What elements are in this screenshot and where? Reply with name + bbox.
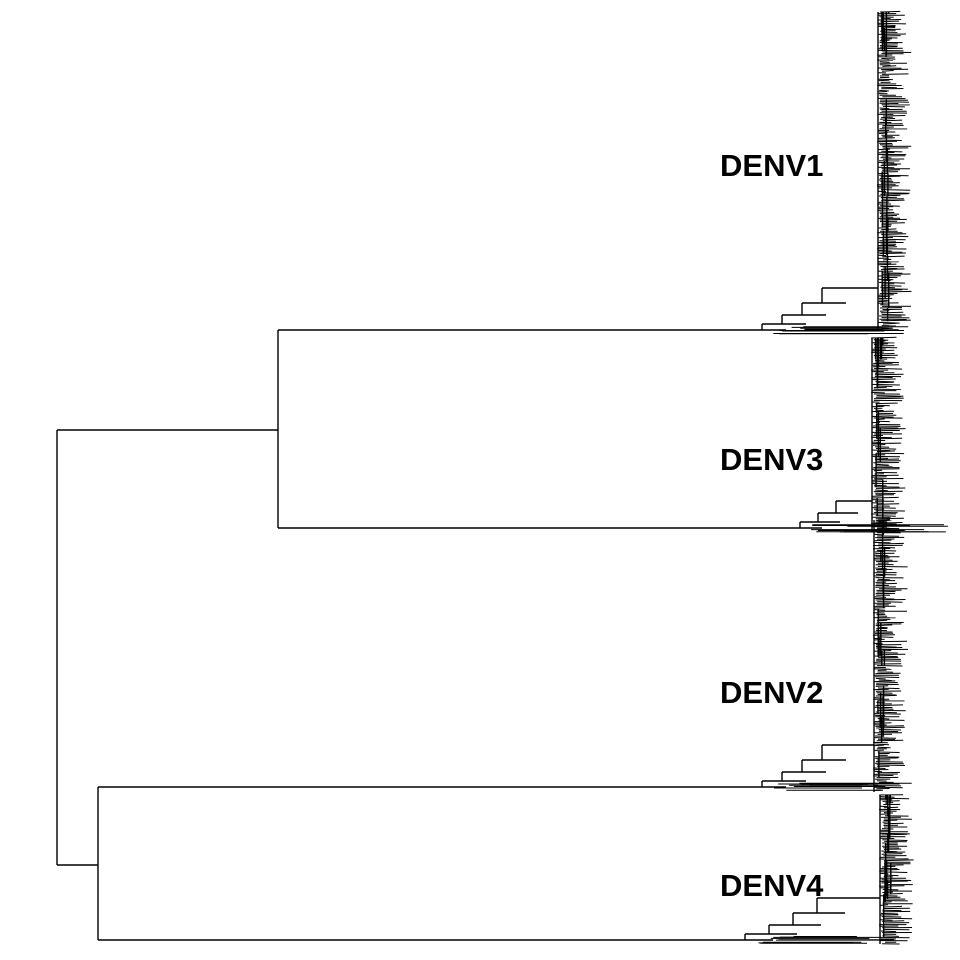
leaf-branch	[879, 547, 895, 548]
leaf-branch	[871, 378, 892, 379]
leaf-branch	[882, 256, 904, 257]
leaf-branch	[878, 162, 895, 163]
leaf-branch	[882, 921, 904, 922]
leaf-branch	[875, 677, 899, 678]
leaf-branch	[880, 108, 890, 109]
leaf-branch	[876, 762, 903, 763]
leaf-branch	[884, 823, 904, 824]
leaf-branch	[876, 419, 885, 420]
leaf-branch	[880, 219, 907, 220]
leaf-branch	[871, 497, 898, 498]
leaf-branch	[883, 918, 912, 919]
leaf-branch	[873, 416, 894, 417]
leaf-branch	[880, 11, 900, 12]
leaf-branch	[879, 90, 889, 91]
clade-label-denv4: DENV4	[720, 868, 824, 903]
leaf-branch	[874, 698, 884, 699]
leaf-branch	[882, 291, 912, 292]
leaf-branch	[873, 775, 893, 776]
leaf-branch	[878, 520, 890, 521]
leaf-branch	[880, 798, 909, 799]
leaf-branch	[875, 459, 899, 460]
leaf-branch	[872, 508, 896, 509]
leaf-branch	[871, 477, 887, 478]
leaf-branch	[874, 656, 898, 657]
leaf-branch	[881, 87, 897, 88]
leaf-branch	[872, 496, 882, 497]
leaf-branch	[874, 771, 882, 772]
leaf-branch	[873, 443, 902, 444]
leaf-branch	[881, 312, 903, 313]
leaf-branch	[875, 526, 887, 527]
leaf-branch	[872, 481, 887, 482]
leaf-branch	[878, 80, 890, 81]
tree-backbone	[57, 330, 800, 940]
leaf-branch	[871, 337, 896, 338]
leaf-branch	[882, 71, 894, 72]
leaf-branch	[881, 320, 911, 321]
leaf-branch	[881, 190, 910, 191]
leaf-branch	[876, 382, 893, 383]
leaf-branch	[878, 207, 894, 208]
leaf-branch	[881, 286, 901, 287]
leaf-branch	[878, 688, 900, 689]
leaf-branch	[877, 765, 905, 766]
leaf-branch	[881, 229, 896, 230]
leaf-branch	[875, 744, 889, 745]
leaf-branch	[876, 705, 904, 706]
leaf-branch	[880, 62, 890, 63]
leaf-branch	[883, 323, 897, 324]
leaf-branch	[878, 167, 894, 168]
leaf-branch	[874, 523, 902, 524]
leaf-branch	[875, 374, 904, 375]
leaf-branch	[875, 490, 888, 491]
leaf-branch	[881, 176, 901, 177]
leaf-branch	[881, 834, 907, 835]
leaf-branch	[882, 854, 903, 855]
leaf-branch	[874, 651, 891, 652]
leaf-branch	[881, 851, 897, 852]
leaf-branch	[874, 681, 895, 682]
leaf-branch	[880, 102, 909, 103]
leaf-branch	[878, 149, 891, 150]
leaf-branch	[880, 870, 900, 871]
clade-denv2-subtree	[762, 520, 912, 793]
leaf-branch	[872, 480, 884, 481]
leaf-branch	[883, 199, 904, 200]
leaf-branch	[876, 712, 897, 713]
leaf-branch	[871, 406, 884, 407]
leaf-branch	[882, 66, 896, 67]
leaf-branch	[878, 747, 891, 748]
leaf-branch	[876, 695, 897, 696]
leaf-branch	[881, 200, 905, 201]
leaf-branch	[877, 415, 897, 416]
leaf-branch	[874, 398, 904, 399]
leaf-branch	[878, 92, 888, 93]
leaf-branch	[875, 597, 886, 598]
leaf-branch	[882, 840, 907, 841]
leaf-branch	[875, 447, 889, 448]
leaf-branch	[876, 678, 886, 679]
leaf-branch	[879, 872, 907, 873]
leaf-branch	[876, 686, 889, 687]
leaf-branch	[877, 504, 900, 505]
leaf-branch	[877, 396, 904, 397]
leaf-branch	[884, 807, 898, 808]
leaf-branch	[876, 403, 898, 404]
leaf-branch	[876, 683, 898, 684]
leaf-branch	[876, 583, 897, 584]
leaf-branch	[877, 405, 890, 406]
leaf-branch	[876, 464, 888, 465]
leaf-branch	[877, 602, 902, 603]
leaf-branch	[884, 906, 903, 907]
leaf-branch	[874, 745, 884, 746]
clade-denv3-subtree	[800, 337, 948, 532]
leaf-branch	[874, 610, 885, 611]
leaf-branch	[874, 738, 896, 739]
leaf-branch	[875, 534, 883, 535]
leaf-branch	[876, 516, 896, 517]
leaf-branch	[882, 74, 909, 75]
leaf-branch	[873, 669, 891, 670]
leaf-branch	[883, 801, 900, 802]
leaf-branch	[880, 119, 895, 120]
leaf-branch	[884, 860, 914, 861]
leaf-branch	[882, 866, 895, 867]
leaf-branch	[877, 550, 896, 551]
leaf-branch	[880, 833, 910, 834]
leaf-branch	[881, 58, 895, 59]
leaf-branch	[878, 210, 893, 211]
leaf-branch	[874, 470, 882, 471]
leaf-branch	[876, 648, 902, 649]
leaf-branch	[882, 314, 906, 315]
leaf-branch	[876, 461, 901, 462]
leaf-branch	[871, 392, 885, 393]
leaf-branch	[872, 442, 881, 443]
leaf-branch	[879, 886, 904, 887]
leaf-branch	[879, 175, 909, 176]
clade-label-denv3: DENV3	[720, 442, 824, 477]
leaf-branch	[877, 354, 895, 355]
leaf-branch	[871, 437, 892, 438]
clade-label-denv1: DENV1	[720, 148, 824, 183]
leaf-branch	[876, 518, 904, 519]
leaf-branch	[874, 787, 903, 788]
leaf-branch	[883, 936, 899, 937]
leaf-branch	[877, 357, 896, 358]
leaf-branch	[874, 714, 901, 715]
leaf-branch	[879, 250, 892, 251]
leaf-branch	[881, 165, 897, 166]
leaf-branch	[878, 140, 902, 141]
leaf-branch	[881, 290, 902, 291]
leaf-branch	[872, 384, 900, 385]
leaf-branch	[878, 752, 900, 753]
leaf-branch	[881, 234, 906, 235]
leaf-branch	[881, 151, 902, 152]
leaf-branch	[876, 600, 906, 601]
leaf-branch	[877, 740, 904, 741]
leaf-branch	[876, 574, 896, 575]
leaf-branch	[880, 308, 902, 309]
leaf-branch	[877, 591, 896, 592]
leaf-branch	[873, 379, 896, 380]
clade-label-denv2: DENV2	[720, 675, 824, 710]
leaf-branch	[884, 852, 906, 853]
leaf-branch	[879, 279, 894, 280]
leaf-branch	[878, 637, 894, 638]
